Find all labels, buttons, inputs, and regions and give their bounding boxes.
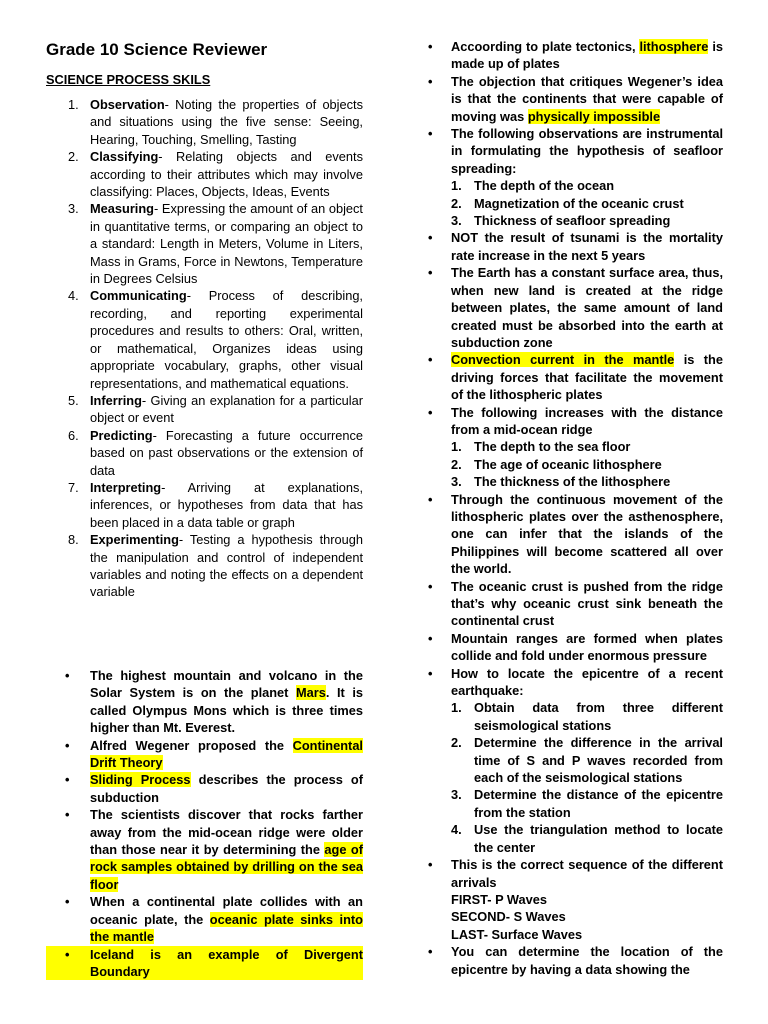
bullet-icon: • [428,857,433,873]
list-item: 2. Classifying- Relating objects and events according to their attributes which may involve classifying: Places, Objects, Ideas, Events [68,149,363,200]
sublist-item: 4. Use the triangulation method to locate the center [451,822,723,855]
document-title: Grade 10 Science Reviewer [46,40,268,59]
bullet-icon: • [65,807,70,823]
sublist-item: 2. The age of oceanic lithosphere [451,456,662,472]
bullet-item: • Sliding Process describes the process of subduction [65,772,363,805]
list-item: 3. Measuring- Expressing the amount of an object in quantitative terms, or comparing an object to a standard: Length in Meters, Volume in Liters, Mass in Grams, Force in Newtons, Temperature in Degrees Celsius [68,201,363,287]
arrival-line: LAST- Surface Waves [451,926,583,942]
bullet-icon: • [428,265,433,281]
bullet-icon: • [428,944,433,960]
bullet-icon: • [428,630,433,646]
list-item: 4. Communicating- Process of describing, recording, and reporting experimental procedures and results to others: Oral, written, or mathematical, Organizes ideas using appropriate vocabulary, graphs, other visual representations, and mathematical equations. [68,288,363,391]
bullet-icon: • [65,894,70,910]
bullet-icon: • [65,946,70,962]
left-bullet-section [46,667,363,980]
bullet-icon: • [428,404,433,420]
bullet-icon: • [428,578,433,594]
list-item: 6. Predicting- Forecasting a future occurrence based on past observations or the extension of data [68,427,363,478]
list-item: 5. Inferring- Giving an explanation for a particular object or event [68,392,363,426]
bullet-item: • The objection that critiques Wegener’s idea is that the continents that were capable of moving was physically impossible [428,73,723,124]
bullet-item: • The Earth has a constant surface area, thus, when new land is created at the ridge between plates, the same amount of land created must be absorbed into the earth at subduction zone [428,265,723,350]
bullet-icon: • [428,665,433,681]
list-item: 1. Observation- Noting the properties of objects and situations using the five sense: Seeing, Hearing, Touching, Smelling, Tasting [68,97,363,147]
sublist-item: 2. Magnetization of the oceanic crust [451,195,684,211]
bullet-item: • The following increases with the distance from a mid-ocean ridge 1. The depth to the sea floor 2. The age of oceanic lithosphere 3. The thickness of the lithosphere [428,404,723,490]
bullet-item: • This is the correct sequence of the different arrivals FIRST- P Waves SECOND- S Waves LAST- Surface Waves [428,857,723,942]
bullet-icon: • [428,491,433,507]
bullet-item: • Alfred Wegener proposed the Continental Drift Theory [65,737,363,771]
sublist-item: 3. Thickness of seafloor spreading [451,213,671,229]
bullet-item: • The scientists discover that rocks farther away from the mid-ocean ridge were older than those near it by determining the age of rock samples obtained by drilling on the sea floor [65,807,363,892]
bullet-item: • The highest mountain and volcano in the Solar System is on the planet Mars. It is called Olympus Mons which is three times higher than Mt. Everest. [65,668,363,736]
numbered-sublist [451,438,723,490]
sublist-item: 1. The depth to the sea floor [451,439,631,455]
bullet-icon: • [428,230,433,246]
bullet-icon: • [428,126,433,142]
bullet-item: • The following observations are instrumental in formulating the hypothesis of seafloor spreading: 1. The depth of the ocean 2. Magnetization of the oceanic crust 3. Thickness of seafloor spreading [428,126,723,229]
sublist-item: 1. Obtain data from three different seismological stations [451,700,723,733]
bullet-icon: • [65,737,70,753]
bullet-item: • Convection current in the mantle is the driving forces that facilitate the movement of the lithospheric plates [428,352,723,403]
sublist-item: 1. The depth of the ocean [451,178,615,194]
list-item: 7. Interpreting- Arriving at explanations, inferences, or hypotheses from data that has been placed in a data table or graph [68,479,363,530]
arrival-line: SECOND- S Waves [451,909,566,925]
bullet-icon: • [428,352,433,368]
sublist-item: 2. Determine the difference in the arrival time of S and P waves recorded from each of the seismological stations [451,735,723,786]
numbered-sublist [451,177,723,229]
sublist-item: 3. Determine the distance of the epicentre from the station [451,787,723,820]
sublist-item: 3. The thickness of the lithosphere [451,474,671,490]
bullet-item: • How to locate the epicentre of a recent earthquake: 1. Obtain data from three different seismological stations 2. Determine the difference in the arrival time of S and P waves recorded from each of the seismological stations 3. Determine the distance of the epicentre from the station 4. Use the triangulation method to locate the center [428,665,723,855]
bullet-item: • Mountain ranges are formed when plates collide and fold under enormous pressure [428,630,723,664]
arrival-line: FIRST- P Waves [451,891,548,907]
bullet-item: • Through the continuous movement of the lithospheric plates over the asthenosphere, one can infer that the islands of the Philippines will become scattered all over the world. [428,491,723,577]
bullet-icon: • [65,772,70,788]
process-skills-list [46,96,363,601]
right-bullet-section [428,38,723,978]
list-item: 8. Experimenting- Testing a hypothesis through the manipulation and control of independent variables and noting the effects on a dependent variable [68,532,363,600]
bullet-icon: • [65,668,70,683]
bullet-item: • The oceanic crust is pushed from the ridge that’s why oceanic crust sink beneath the continental crust [428,578,723,629]
bullet-item: • Accoording to plate tectonics, lithosphere is made up of plates [428,39,724,72]
bullet-item: • You can determine the location of the epicentre by having a data showing the [428,944,723,977]
bullet-item: • Iceland is an example of Divergent Boundary [46,946,363,981]
bullet-icon: • [428,73,433,89]
section-heading: SCIENCE PROCESS SKILS [46,72,211,87]
numbered-sublist [451,699,723,856]
bullet-item: • When a continental plate collides with an oceanic plate, the oceanic plate sinks into the mantle [65,894,363,945]
bullet-icon: • [428,39,433,54]
bullet-item: • NOT the result of tsunami is the mortality rate increase in the next 5 years [428,230,723,263]
